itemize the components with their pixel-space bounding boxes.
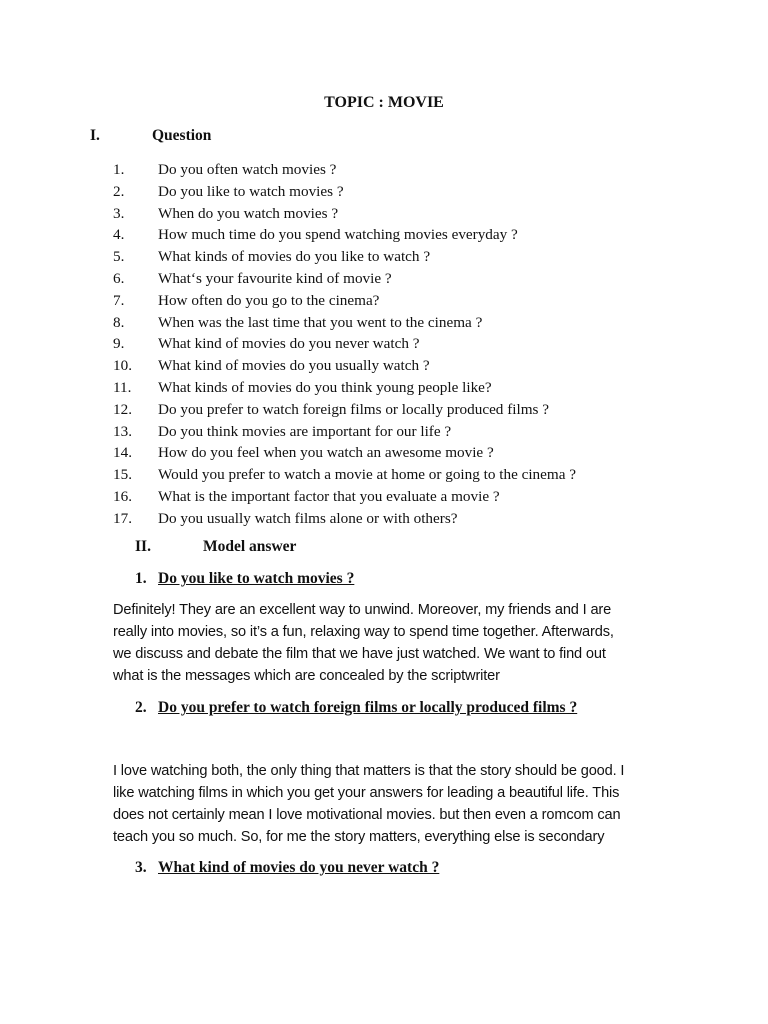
model-answer-paragraph-2	[113, 760, 673, 848]
list-item	[0, 421, 768, 443]
question-text: Do you usually watch films alone or with others?	[158, 509, 458, 527]
model-answer-heading-1	[135, 570, 354, 588]
paragraph-line: like watching films in which you get your answers for leading a beautiful life. This	[113, 785, 620, 801]
model-answer-number: 3.	[135, 859, 147, 876]
question-text: How often do you go to the cinema?	[158, 291, 380, 309]
question-text: Would you prefer to watch a movie at home or going to the cinema ?	[158, 466, 576, 484]
model-answer-question: Do you prefer to watch foreign films or locally produced films ?	[158, 699, 578, 716]
question-number: 9.	[113, 335, 125, 353]
question-number: 3.	[113, 204, 125, 222]
question-text: When was the last time that you went to the cinema ?	[158, 313, 483, 331]
model-answer-question: What kind of movies do you never watch ?	[158, 859, 440, 876]
list-item	[0, 159, 768, 181]
question-number: 15.	[113, 466, 132, 484]
model-answer-paragraph-1	[113, 599, 673, 687]
question-number: 16.	[113, 487, 132, 505]
model-answer-heading-2	[135, 699, 577, 717]
question-number: 13.	[113, 422, 132, 440]
paragraph-line: I love watching both, the only thing that matters is that the story should be good. I	[113, 763, 625, 779]
paragraph-line: really into movies, so it’s a fun, relaxing way to spend time together. Afterwards,	[113, 624, 614, 640]
question-text: Do you often watch movies ?	[158, 161, 337, 178]
question-text: What kind of movies do you never watch ?	[158, 335, 420, 353]
question-text: Do you think movies are important for our life ?	[158, 422, 452, 440]
list-item	[0, 355, 768, 377]
list-item	[0, 181, 768, 203]
question-number: 17.	[113, 509, 132, 527]
question-text: What kinds of movies do you think young people like?	[158, 378, 492, 396]
paragraph-line: we discuss and debate the film that we have just watched. We want to find out	[113, 646, 606, 662]
list-item	[0, 290, 768, 312]
paragraph-line: what is the messages which are concealed by the scriptwriter	[113, 668, 500, 684]
list-item	[0, 246, 768, 268]
question-number: 5.	[113, 248, 125, 266]
model-answer-question: Do you like to watch movies ?	[158, 570, 355, 587]
section-1-number: I.	[90, 127, 100, 144]
question-number: 8.	[113, 313, 125, 331]
question-number: 6.	[113, 269, 125, 287]
model-answer-heading-3	[135, 859, 439, 877]
section-2-label: Model answer	[203, 538, 297, 555]
question-text: What kind of movies do you usually watch ?	[158, 357, 430, 375]
question-number: 2.	[113, 182, 125, 200]
page-title: TOPIC : MOVIE	[324, 94, 444, 111]
model-answer-number: 2.	[135, 699, 147, 716]
question-number: 1.	[113, 161, 125, 178]
section-2-number: II.	[135, 538, 151, 555]
question-number: 11.	[113, 378, 132, 396]
list-item	[0, 333, 768, 355]
list-item	[0, 464, 768, 486]
section-1-label: Question	[152, 127, 212, 144]
paragraph-line: teach you so much. So, for me the story matters, everything else is secondary	[113, 829, 605, 845]
question-text: Do you prefer to watch foreign films or locally produced films ?	[158, 400, 549, 418]
question-text: What kinds of movies do you like to watch ?	[158, 248, 431, 266]
list-item	[0, 399, 768, 421]
list-item	[0, 377, 768, 399]
list-item	[0, 442, 768, 464]
question-number: 7.	[113, 291, 125, 309]
paragraph-line: does not certainly mean I love motivational movies. but then even a romcom can	[113, 807, 621, 823]
paragraph-line: Definitely! They are an excellent way to unwind. Moreover, my friends and I are	[113, 602, 612, 618]
list-item	[0, 224, 768, 246]
question-number: 14.	[113, 444, 132, 462]
list-item	[0, 486, 768, 508]
question-text: When do you watch movies ?	[158, 204, 339, 222]
question-text: What‘s your favourite kind of movie ?	[158, 269, 392, 287]
question-text: What is the important factor that you evaluate a movie ?	[158, 487, 500, 505]
model-answer-number: 1.	[135, 570, 147, 587]
list-item	[0, 268, 768, 290]
question-number: 12.	[113, 400, 132, 418]
question-number: 10.	[113, 357, 132, 375]
question-text: How do you feel when you watch an awesome movie ?	[158, 444, 494, 462]
question-list	[0, 159, 768, 530]
question-text: How much time do you spend watching movies everyday ?	[158, 226, 518, 244]
list-item	[0, 203, 768, 225]
list-item	[0, 312, 768, 334]
question-text: Do you like to watch movies ?	[158, 182, 344, 200]
question-number: 4.	[113, 226, 125, 244]
list-item	[0, 508, 768, 530]
